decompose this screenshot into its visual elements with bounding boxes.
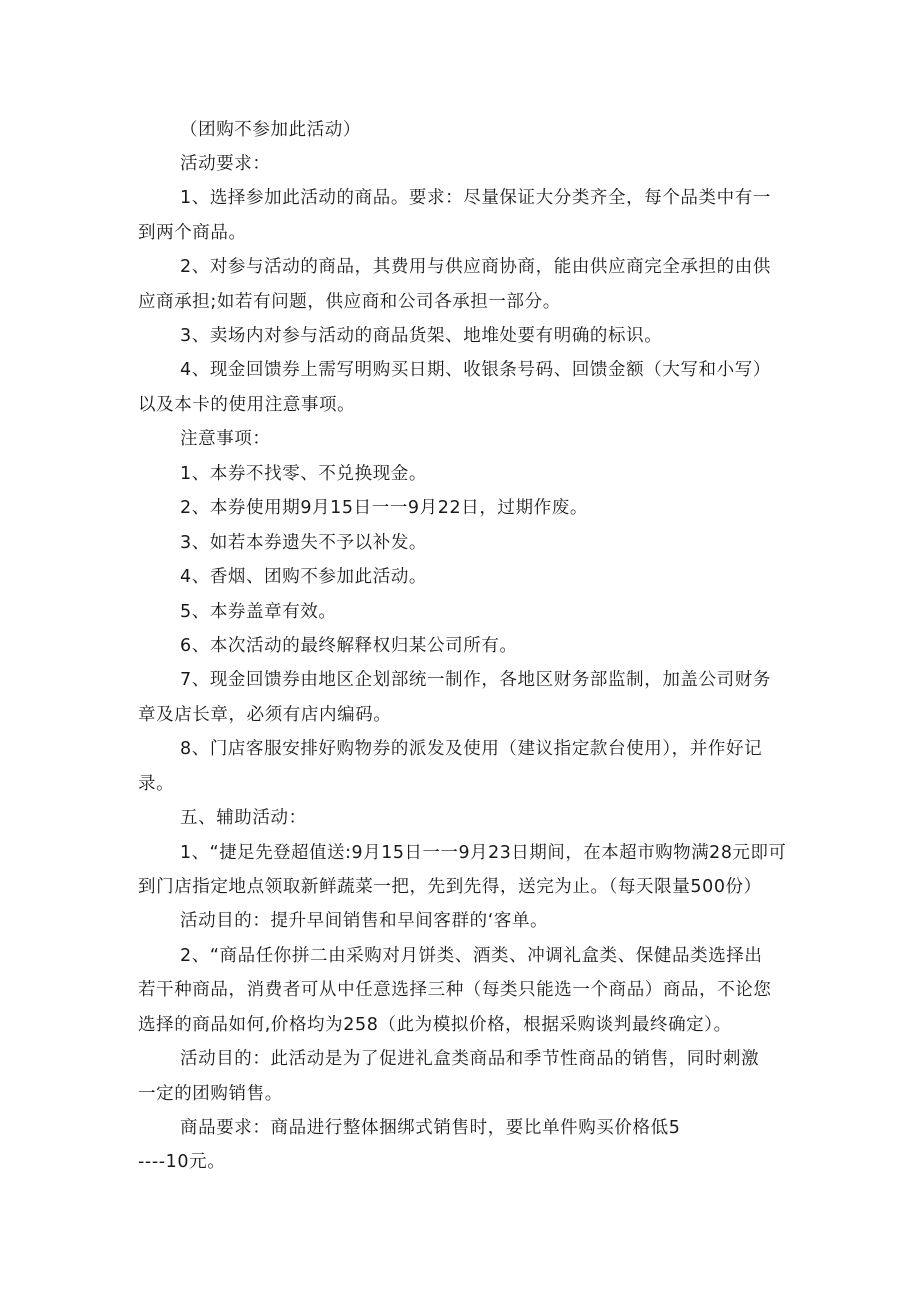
text-line: 以及本卡的使用注意事项。 — [138, 395, 356, 415]
text-line: 1、“捷足先登超值送:9月15日一一9月23日期间，在本超市购物满28元即可 — [180, 843, 787, 863]
text-line: 到两个商品。 — [138, 223, 247, 243]
text-line: 2、本券使用期9月15日一一9月22日，过期作废。 — [180, 498, 588, 518]
text-line: 8、门店客服安排好购物券的派发及使用（建议指定款台使用），并作好记 — [180, 739, 763, 759]
text-line: 章及店长章，必须有店内编码。 — [138, 705, 392, 725]
text-line: 录。 — [138, 774, 175, 794]
text-line: 若干种商品，消费者可从中任意选择三种（每类只能选一个商品）商品，不论您 — [138, 980, 772, 1000]
text-line: 2、“商品任你拼二由采购对月饼类、酒类、冲调礼盒类、保健品类选择出 — [180, 946, 763, 966]
text-line: 应商承担;如若有问题，供应商和公司各承担一部分。 — [138, 292, 561, 312]
text-line: 活动目的：提升早间销售和早间客群的‘客单。 — [180, 911, 549, 931]
section-heading: 五、辅助活动： — [180, 808, 307, 828]
text-line: 到门店指定地点领取新鲜蔬菜一把，先到先得，送完为止。（每天限量500份） — [138, 877, 762, 897]
text-line: （团购不参加此活动） — [180, 120, 361, 140]
text-line: ----10元。 — [138, 1152, 226, 1172]
text-line: 1、本券不找零、不兑换现金。 — [180, 464, 428, 484]
text-line: 1、选择参加此活动的商品。要求：尽量保证大分类齐全，每个品类中有一 — [180, 188, 771, 208]
section-heading: 注意事项： — [180, 429, 271, 449]
text-line: 选择的商品如何,价格均为258（此为模拟价格，根据采购谈判最终确定）。 — [138, 1015, 732, 1035]
text-line: 7、现金回馈券由地区企划部统一制作，各地区财务部监制，加盖公司财务 — [180, 670, 771, 690]
text-line: 6、本次活动的最终解释权归某公司所有。 — [180, 636, 518, 656]
text-line: 5、本券盖章有效。 — [180, 602, 337, 622]
text-line: 一定的团购销售。 — [138, 1084, 283, 1104]
text-line: 4、香烟、团购不参加此活动。 — [180, 567, 428, 587]
text-line: 3、卖场内对参与活动的商品货架、地堆处要有明确的标识。 — [180, 326, 663, 346]
text-line: 商品要求：商品进行整体捆绑式销售时，要比单件购买价格低5 — [180, 1118, 681, 1138]
text-line: 4、现金回馈券上需写明购买日期、收银条号码、回馈金额（大写和小写） — [180, 360, 771, 380]
section-heading: 活动要求： — [180, 154, 271, 174]
text-line: 活动目的：此活动是为了促进礼盒类商品和季节性商品的销售，同时刺激 — [180, 1049, 760, 1069]
text-line: 3、如若本券遗失不予以补发。 — [180, 533, 428, 553]
text-line: 2、对参与活动的商品，其费用与供应商协商，能由供应商完全承担的由供 — [180, 257, 771, 277]
